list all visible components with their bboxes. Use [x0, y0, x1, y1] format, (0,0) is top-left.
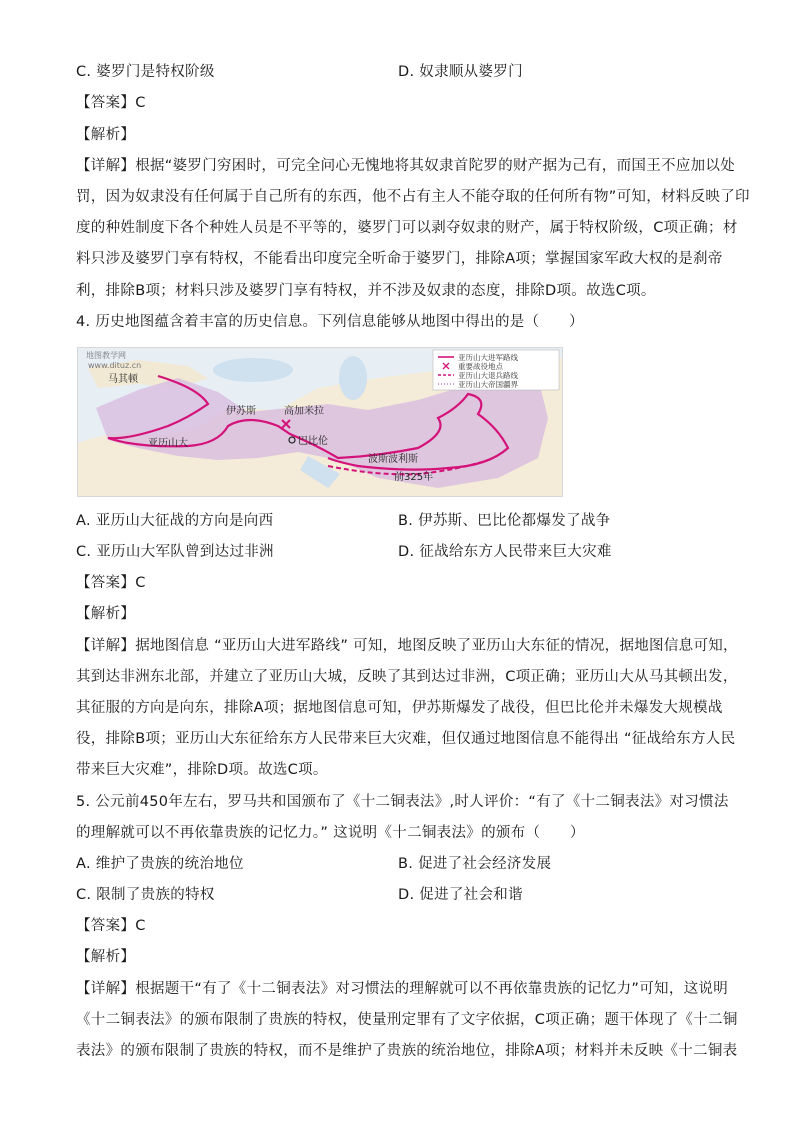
q4-answer: 【答案】C [76, 575, 146, 591]
q5-stem-line: 的理解就可以不再依靠贵族的记忆力。” 这说明《十二铜表法》的颁布（ ） [76, 825, 585, 841]
history-map [77, 347, 563, 497]
q4-option-c: C. 亚历山大军队曾到达过非洲 [76, 544, 274, 560]
q5-option-d: D. 促进了社会和谐 [398, 887, 523, 903]
label-issus: 伊苏斯 [226, 406, 256, 417]
q5-answer: 【答案】C [76, 918, 146, 934]
q4-detail-line: 【详解】据地图信息 “亚历山大进军路线” 可知，地图反映了亚历山大东征的情况，据地图信息可知， [76, 638, 738, 654]
q4-option-b: B. 伊苏斯、巴比伦都爆发了战争 [398, 513, 611, 529]
q5-option-c: C. 限制了贵族的特权 [76, 887, 215, 903]
q5-detail-line: 《十二铜表法》的颁布限制了贵族的特权，使量刑定罪有了文字依据，C项正确；题干体现了《十二铜 [76, 1012, 738, 1028]
q3-detail-line: 度的种姓制度下各个种姓人员是不平等的，婆罗门可以剥夺奴隶的财产，属于特权阶级，C项正确；材 [76, 220, 738, 236]
caspian-sea [339, 356, 367, 400]
q4-detail-line: 役，排除B项；亚历山大东征给东方人民带来巨大灾难，但仅通过地图信息不能得出 “征战给东方人民 [76, 731, 736, 747]
q5-stem-line: 5. 公元前450年左右，罗马共和国颁布了《十二铜表法》,时人评价：“有了《十二铜表法》对习惯法 [76, 794, 729, 810]
q3-analysis-label: 【解析】 [76, 127, 136, 143]
q3-option-d: D. 奴隶顺从婆罗门 [398, 64, 523, 80]
legend-item: 亚历山大帝国疆界 [458, 380, 518, 389]
q3-detail-line: 罚，因为奴隶没有任何属于自己所有的东西，他不占有主人不能夺取的任何所有物”可知，材料反映了印 [76, 189, 750, 205]
q4-stem: 4. 历史地图蕴含着丰富的历史信息。下列信息能够从地图中得出的是（ ） [76, 314, 584, 330]
map-watermark-url: www.dituz.cn [88, 361, 142, 370]
label-year: 前325年 [394, 472, 434, 483]
black-sea [213, 358, 293, 382]
label-persepolis: 波斯波利斯 [368, 454, 418, 465]
q4-detail-line: 带来巨大灾难”，排除D项。故选C项。 [76, 762, 328, 778]
legend-item: 亚历山大进军路线 [458, 353, 518, 362]
q3-option-c: C. 婆罗门是特权阶级 [76, 64, 215, 80]
q3-detail-line: 利，排除B项；材料只涉及婆罗门享有特权，并不涉及奴隶的态度，排除D项。故选C项。 [76, 283, 656, 299]
q3-detail-line: 料只涉及婆罗门享有特权，不能看出印度完全听命于婆罗门，排除A项；掌握国家军政大权的是刹帝 [76, 251, 723, 267]
q4-detail-line: 其征服的方向是向东，排除A项；据地图信息可知，伊苏斯爆发了战役，但巴比伦并未爆发大规模战 [76, 700, 723, 716]
q4-option-a: A. 亚历山大征战的方向是向西 [76, 513, 274, 529]
label-gaugamela: 高加米拉 [284, 406, 324, 417]
q4-option-d: D. 征战给东方人民带来巨大灾难 [398, 544, 612, 560]
q3-answer: 【答案】C [76, 95, 146, 111]
q5-option-a: A. 维护了贵族的统治地位 [76, 856, 244, 872]
map-watermark: 地图教学网 [86, 351, 126, 360]
label-alexandria: 亚历山大 [148, 438, 188, 449]
legend-item: 重要战役地点 [458, 362, 503, 371]
q5-option-b: B. 促进了社会经济发展 [398, 856, 552, 872]
q4-detail-line: 其到达非洲东北部，并建立了亚历山大城，反映了其到达过非洲，C项正确；亚历山大从马其顿出发， [76, 669, 738, 685]
label-babylon: 巴比伦 [298, 436, 328, 447]
q4-analysis-label: 【解析】 [76, 606, 136, 622]
label-macedonia: 马其顿 [108, 374, 138, 385]
q5-detail-line: 表法》的颁布限制了贵族的特权，而不是维护了贵族的统治地位，排除A项；材料并未反映《十二铜表 [76, 1043, 738, 1059]
q5-analysis-label: 【解析】 [76, 949, 136, 965]
q5-detail-line: 【详解】根据题干“有了《十二铜表法》对习惯法的理解就可以不再依靠贵族的记忆力”可知，这说明 [76, 981, 729, 997]
q3-detail-line: 【详解】根据“婆罗门穷困时，可完全问心无愧地将其奴隶首陀罗的财产据为己有，而国王不应加以处 [76, 158, 736, 174]
legend-item: 亚历山大退兵路线 [458, 371, 518, 380]
alexander-campaign-map-svg [78, 348, 562, 496]
